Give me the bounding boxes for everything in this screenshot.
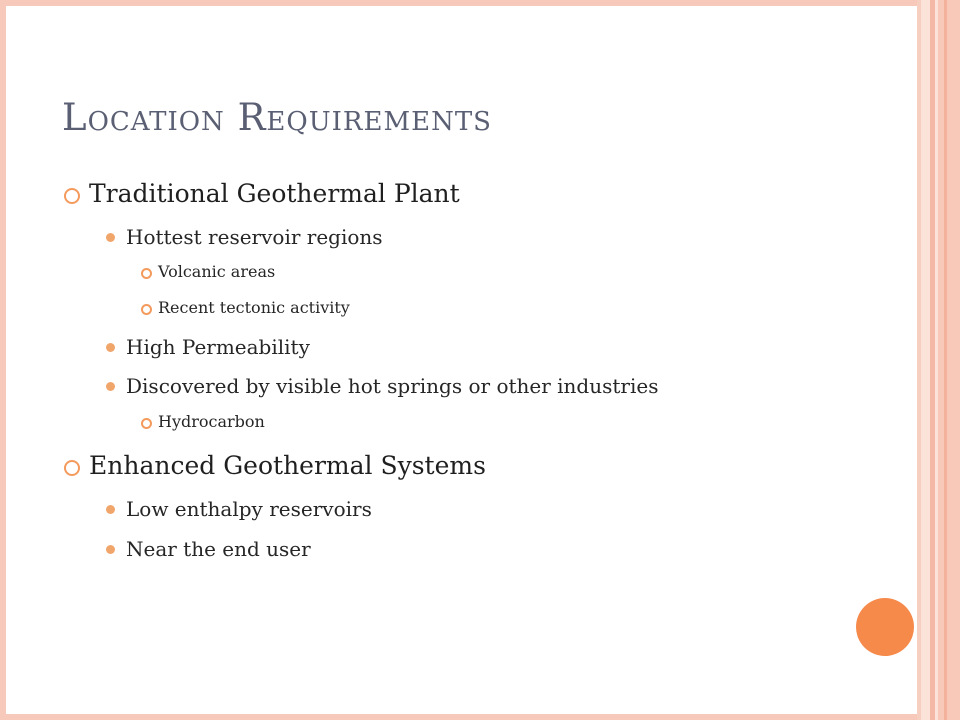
dot-bullet-icon (106, 545, 115, 554)
list-item: Near the end user (126, 537, 311, 561)
list-item: Low enthalpy reservoirs (126, 497, 372, 521)
decorative-stripe (944, 0, 947, 720)
dot-bullet-icon (106, 233, 115, 242)
list-item: High Permeability (126, 335, 310, 359)
decorative-stripe (921, 0, 930, 720)
ring-bullet-icon (64, 188, 80, 204)
section-heading: Enhanced Geothermal Systems (89, 451, 486, 480)
section-heading: Traditional Geothermal Plant (89, 179, 460, 208)
ring-bullet-icon (141, 268, 152, 279)
ring-bullet-icon (64, 460, 80, 476)
dot-bullet-icon (106, 343, 115, 352)
dot-bullet-icon (106, 505, 115, 514)
list-subitem: Volcanic areas (158, 262, 276, 281)
ring-bullet-icon (141, 418, 152, 429)
list-subitem: Recent tectonic activity (158, 298, 350, 317)
list-item: Hottest reservoir regions (126, 225, 383, 249)
dot-bullet-icon (106, 382, 115, 391)
list-item: Discovered by visible hot springs or other industries (126, 374, 659, 398)
decorative-stripe (938, 0, 960, 720)
list-subitem: Hydrocarbon (158, 412, 265, 431)
ring-bullet-icon (141, 304, 152, 315)
slide-title: Location Requirements (62, 96, 492, 139)
